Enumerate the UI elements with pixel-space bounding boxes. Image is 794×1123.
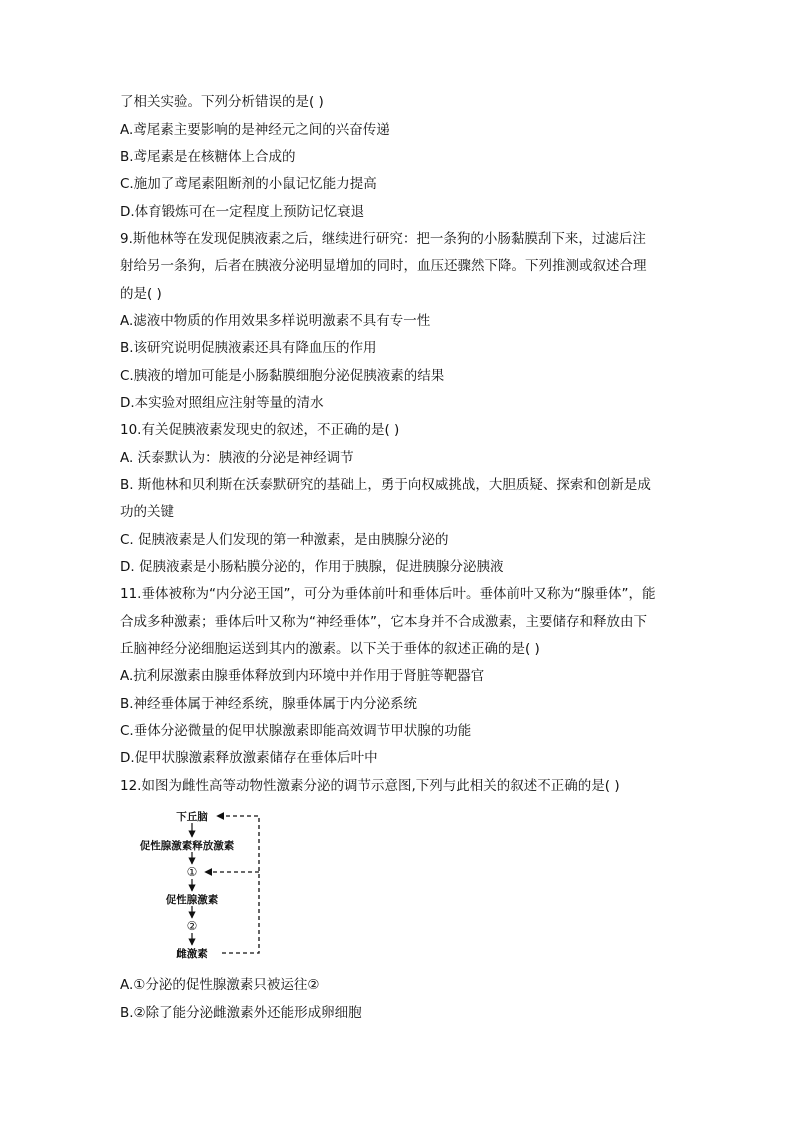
q9-option-a: A.滤液中物质的作用效果多样说明激素不具有专一性 [120,313,431,329]
q9-option-d: D.本实验对照组应注射等量的清水 [120,395,324,411]
text-line: 了相关实验。下列分析错误的是( ) [120,94,324,110]
q10-option-c: C. 促胰液素是人们发现的第一种激素，是由胰腺分泌的 [120,532,449,548]
q10-option-d: D. 促胰液素是小肠粘膜分泌的，作用于胰腺，促进胰腺分泌胰液 [120,559,504,575]
q11-stem: 合成多种激素；垂体后叶又称为“神经垂体”，它本身并不合成激素，主要储存和释放由下 [120,614,647,630]
hormone-regulation-diagram [125,806,275,966]
node-1: ① [186,865,198,879]
q8-option-c: C.施加了鸢尾素阻断剂的小鼠记忆能力提高 [120,176,377,192]
q9-option-c: C.胰液的增加可能是小肠黏膜细胞分泌促胰液素的结果 [120,368,445,384]
q11-stem: 11.垂体被称为“内分泌王国”，可分为垂体前叶和垂体后叶。垂体前叶又称为“腺垂体”，能 [120,586,656,602]
feedback-arrows [205,816,259,953]
q9-option-b: B.该研究说明促胰液素还具有降血压的作用 [120,340,377,356]
q10-stem: 10.有关促胰液素发现史的叙述，不正确的是( ) [120,422,400,438]
q9-stem: 的是( ) [120,286,162,302]
q8-option-a: A.鸢尾素主要影响的是神经元之间的兴奋传递 [120,122,390,138]
node-estrogen: 雌激素 [176,948,208,960]
q11-option-d: D.促甲状腺激素释放激素储存在垂体后叶中 [120,750,378,766]
q11-option-c: C.垂体分泌微量的促甲状腺激素即能高效调节甲状腺的功能 [120,723,472,739]
node-gnrh: 促性腺激素释放激素 [139,840,235,852]
q9-stem: 射给另一条狗，后者在胰液分泌明显增加的同时，血压还骤然下降。下列推测或叙述合理 [120,258,647,274]
q11-option-a: A.抗利尿激素由腺垂体释放到内环境中并作用于肾脏等靶器官 [120,668,485,684]
q11-option-b: B.神经垂体属于神经系统，腺垂体属于内分泌系统 [120,696,418,712]
q8-option-d: D.体育锻炼可在一定程度上预防记忆衰退 [120,204,365,220]
q10-option-a: A. 沃泰默认为：胰液的分泌是神经调节 [120,450,354,466]
q12-option-a: A.①分泌的促性腺激素只被运往② [120,977,320,993]
q8-option-b: B.鸢尾素是在核糖体上合成的 [120,149,296,165]
q9-stem: 9.斯他林等在发现促胰液素之后，继续进行研究：把一条狗的小肠黏膜刮下来，过滤后注 [120,231,646,247]
q12-stem: 12.如图为雌性高等动物性激素分泌的调节示意图,下列与此相关的叙述不正确的是( ) [120,778,620,794]
q12-option-b: B.②除了能分泌雌激素外还能形成卵细胞 [120,1005,362,1021]
q10-option-b: B. 斯他林和贝利斯在沃泰默研究的基础上，勇于向权威挑战，大胆质疑、探索和创新是成 [120,477,651,493]
q11-stem: 丘脑神经分泌细胞运送到其内的激素。以下关于垂体的叙述正确的是( ) [120,641,540,657]
q10-option-b: 功的关键 [120,504,174,520]
node-hypothalamus: 下丘脑 [176,811,208,823]
node-gonadotropin: 促性腺激素 [165,894,219,906]
node-2: ② [186,919,198,933]
